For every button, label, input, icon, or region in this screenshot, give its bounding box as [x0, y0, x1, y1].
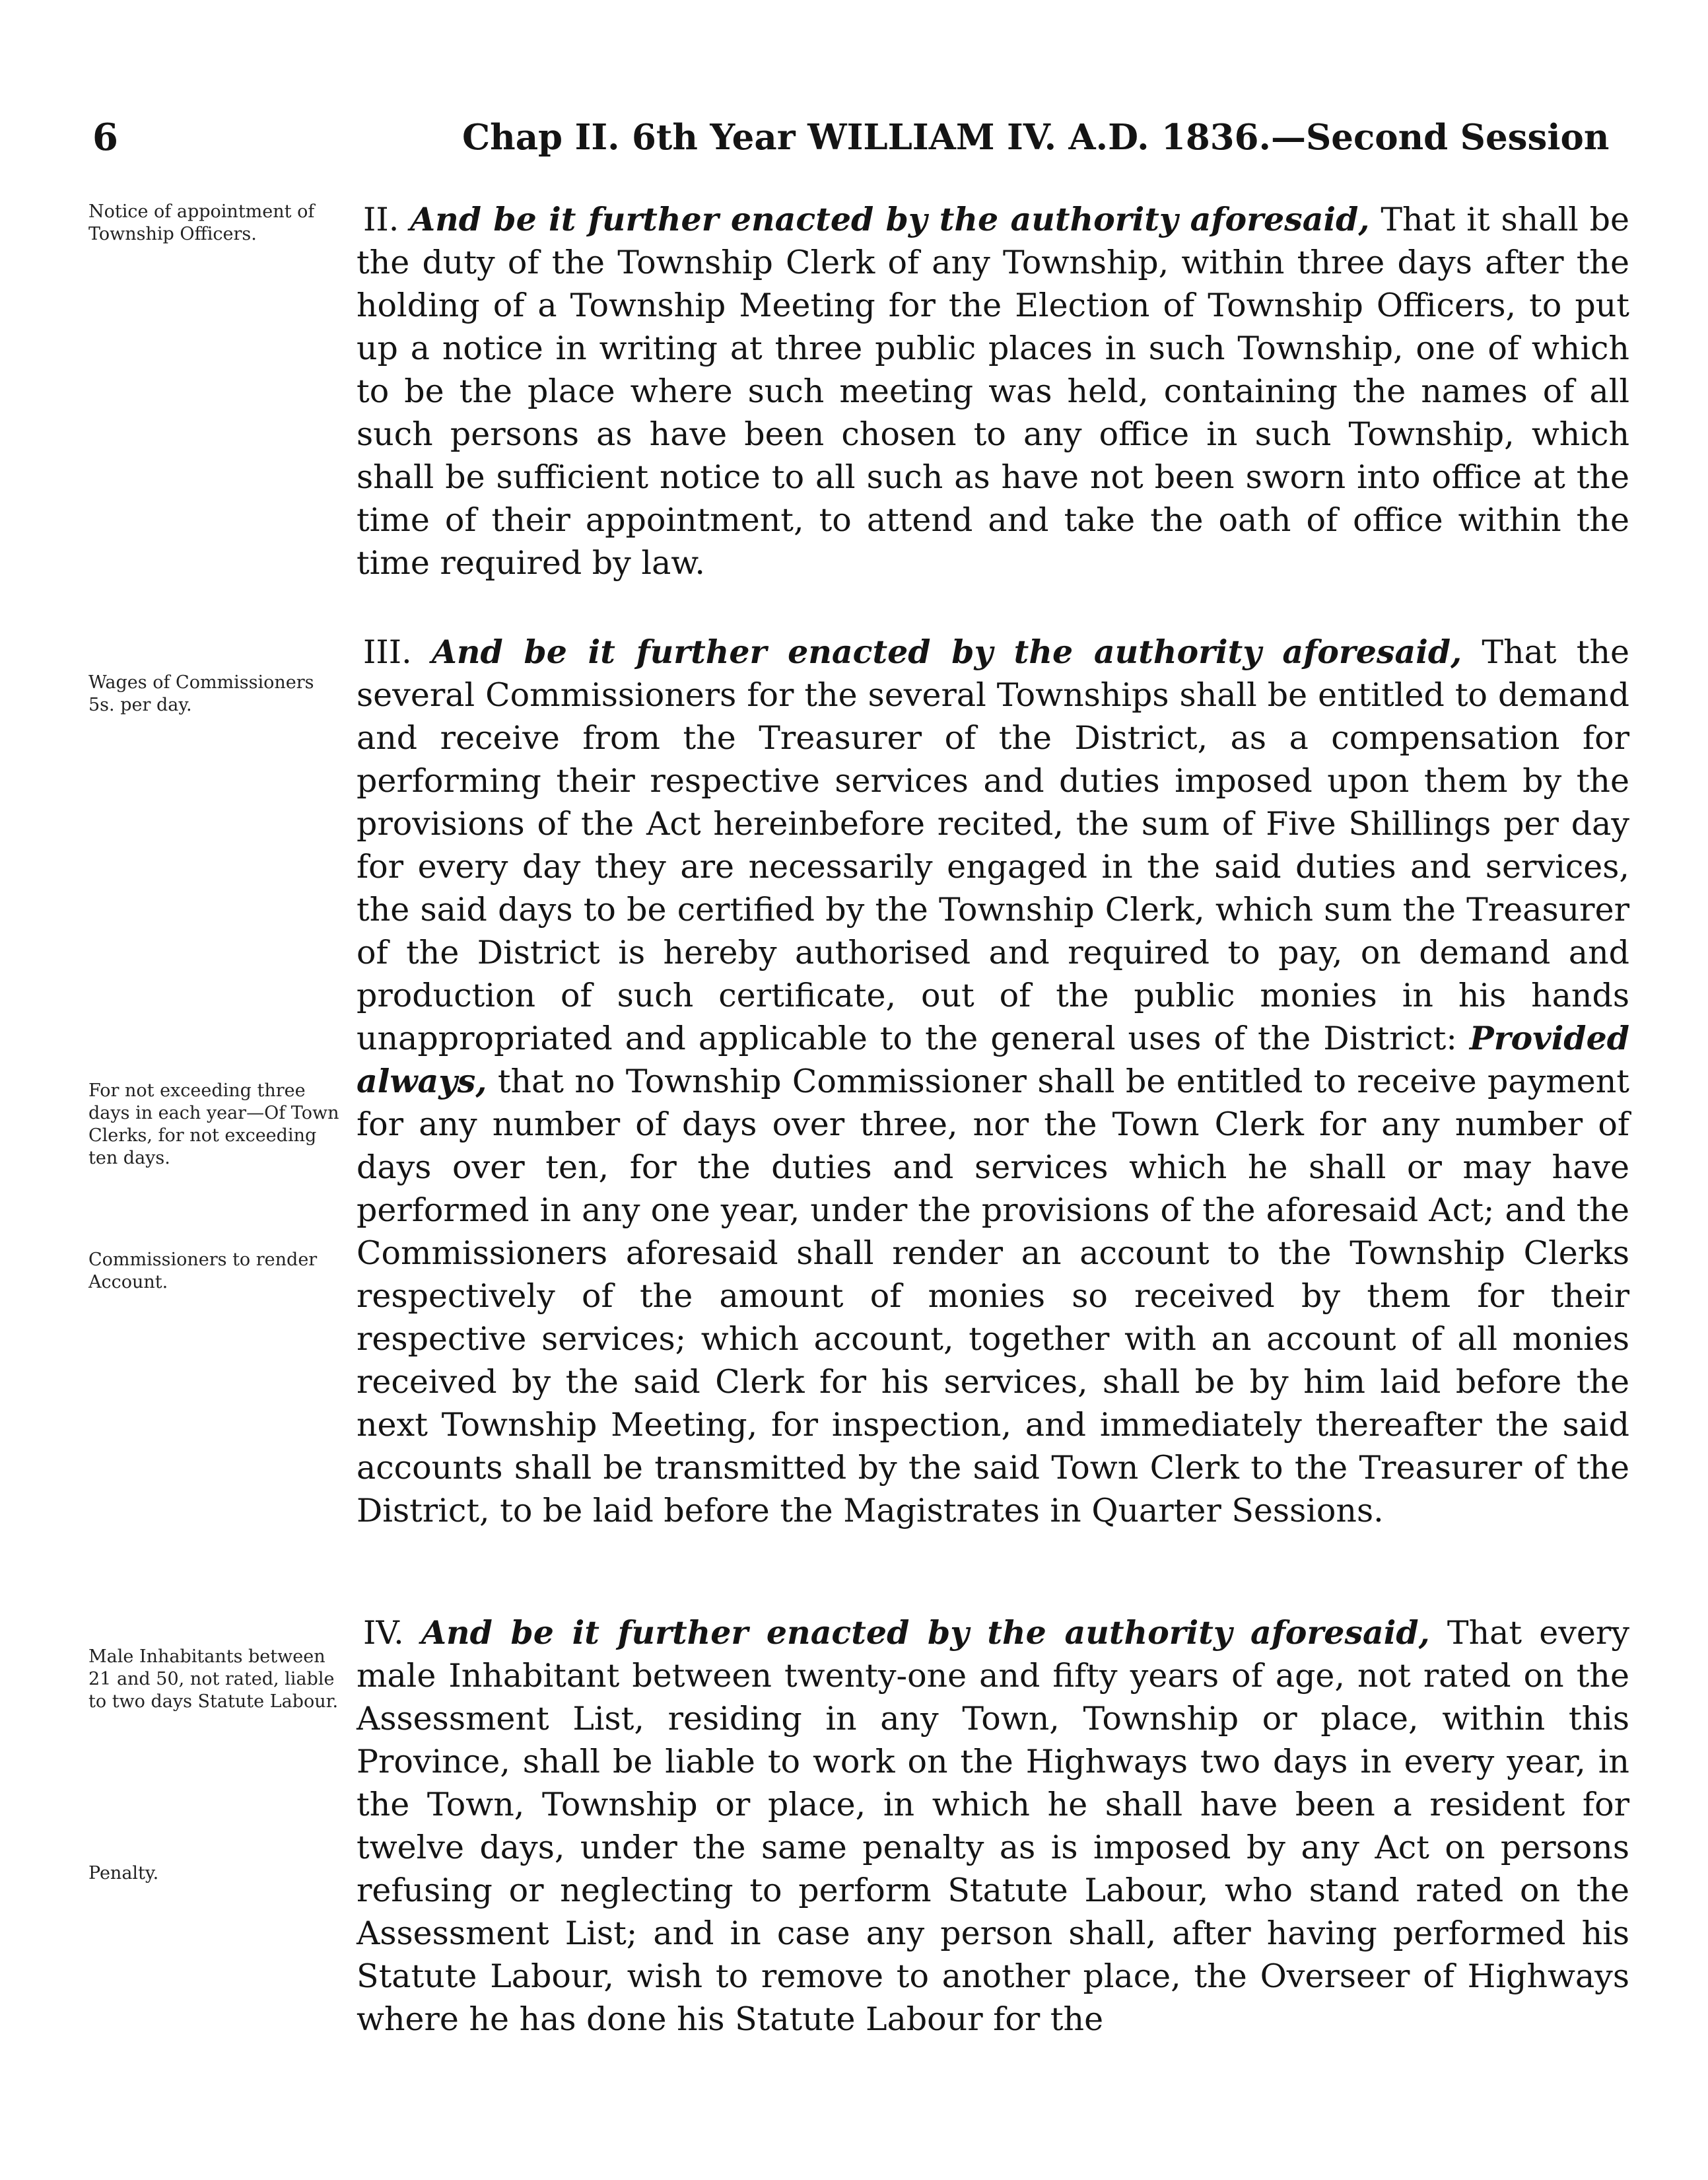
section-body: [357, 1611, 1629, 2041]
section-body: [357, 198, 1629, 584]
running-head: Chap II. 6th Year WILLIAM IV. A.D. 1836.—Second Session: [462, 117, 1610, 158]
margin-note: Notice of appointment of Township Officers.: [88, 201, 315, 244]
enacting-clause: And be it further enacted by the authority aforesaid,: [431, 633, 1462, 671]
enacting-clause: And be it further enacted by the authority aforesaid,: [421, 1613, 1430, 1652]
section-number: IV.: [363, 1614, 404, 1652]
section-body: [357, 631, 1629, 1532]
margin-note: Wages of Commissioners 5s. per day.: [88, 672, 314, 715]
margin-note: Male Inhabitants between 21 and 50, not rated, liable to two days Statute Labour.: [88, 1646, 339, 1712]
section-number: II.: [363, 201, 399, 238]
section-text: That every male Inhabitant between twenty-one and fifty years of age, not rated on the Assessment List, residing in any Town, Township or place, within this Province, shall be liable to work on the Highways two days in every year, in the Town, Township or place, in which he shall have been a resident for twelve days, under the same penalty as is imposed by any Act on persons refusing or neglecting to perform Statute Labour, who stand rated on the Assessment List; and in case any person shall, after having performed his Statute Labour, wish to remove to another place, the Overseer of Highways where he has done his Statute Labour for the: [357, 1614, 1629, 2038]
section-number: III.: [363, 633, 412, 671]
enacting-clause: And be it further enacted by the authority aforesaid,: [410, 200, 1370, 238]
page-number: 6: [92, 116, 118, 159]
section-text: That it shall be the duty of the Township Clerk of any Township, within three days after the holding of a Township Meeting for the Election of Township Officers, to put up a notice in writing at three public places in such Township, one of which to be the place where such meeting was held, containing the names of all such persons as have been chosen to any office in such Township, which shall be sufficient notice to all such as have not been sworn into office at the time of their appointment, to attend and take the oath of office within the time required by law.: [357, 201, 1630, 582]
page-header: [0, 111, 1708, 164]
proviso-clause: Provided always,: [357, 1019, 1630, 1100]
section-text: that no Township Commissioner shall be entitled to receive payment for any number of days over three, nor the Town Clerk for any number of days over ten, for the duties and services which he shall or may have performed in any one year, under the provisions of the aforesaid Act; and the Commissioners aforesaid shall render an account to the Township Clerks respectively of the amount of monies so received by them for their respective services; which account, together with an account of all monies received by the said Clerk for his services, shall be by him laid before the next Township Meeting, for inspection, and immediately thereafter the said accounts shall be transmitted by the said Town Clerk to the Treasurer of the District, to be laid before the Magistrates in Quarter Sessions.: [357, 1063, 1629, 1530]
margin-note: For not exceeding three days in each year—Of Town Clerks, for not exceeding ten days.: [88, 1080, 339, 1168]
margin-note: Penalty.: [88, 1863, 159, 1883]
section-text: That the several Commissioners for the several Townships shall be entitled to demand and receive from the Treasurer of the District, as a compensation for performing their respective services and duties imposed upon them by the provisions of the Act hereinbefore recited, the sum of Five Shillings per day for every day they are necessarily engaged in the said duties and services, the said days to be certified by the Township Clerk, which sum the Treasurer of the District is hereby authorised and required to pay, on demand and production of such certificate, out of the public monies in his hands unappropriated and applicable to the general uses of the District:: [357, 633, 1630, 1057]
margin-note: Commissioners to render Account.: [88, 1249, 318, 1292]
